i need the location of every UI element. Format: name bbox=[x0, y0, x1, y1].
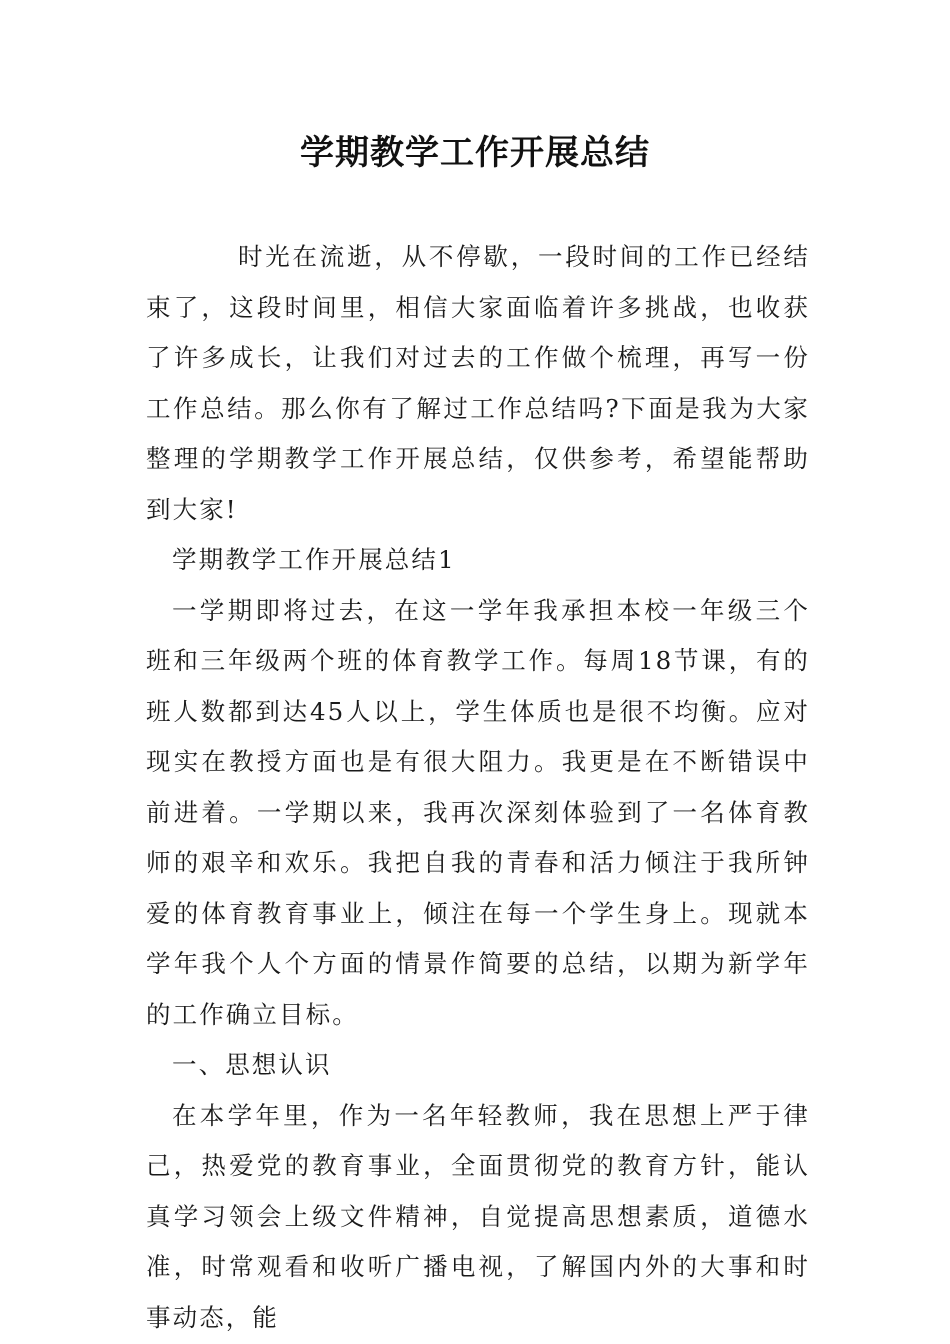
intro-paragraph: 时光在流逝，从不停歇，一段时间的工作已经结束了，这段时间里，相信大家面临着许多挑战，也收获了许多成长，让我们对过去的工作做个梳理，再写一份工作总结。那么你有了解过工作总结吗?下面是我为大家整理的学期教学工作开展总结，仅供参考，希望能帮助到大家! bbox=[146, 242, 810, 524]
thought-paragraph: 在本学年里，作为一名年轻教师，我在思想上严于律己，热爱党的教育事业，全面贯彻党的教育方针，能认真学习领会上级文件精神，自觉提高思想素质，道德水准，时常观看和收听广播电视，了解国内外的大事和时事动态，能 bbox=[146, 1100, 810, 1332]
document-title: 学期教学工作开展总结 bbox=[300, 133, 650, 173]
document-body bbox=[146, 232, 810, 1343]
summary-1-paragraph: 一学期即将过去，在这一学年我承担本校一年级三个班和三年级两个班的体育教学工作。每周18节课，有的班人数都到达45人以上，学生体质也是很不均衡。应对现实在教授方面也是有很大阻力。我更是在不断错误中前进着。一学期以来，我再次深刻体验到了一名体育教师的艰辛和欢乐。我把自我的青春和活力倾注于我所钟爱的体育教育事业上，倾注在每一个学生身上。现就本学年我个人个方面的情景作简要的总结，以期为新学年的工作确立目标。 bbox=[146, 595, 810, 1029]
section-heading-summary-1: 学期教学工作开展总结1 bbox=[172, 545, 456, 574]
section-heading-thought: 一、思想认识 bbox=[172, 1050, 332, 1079]
